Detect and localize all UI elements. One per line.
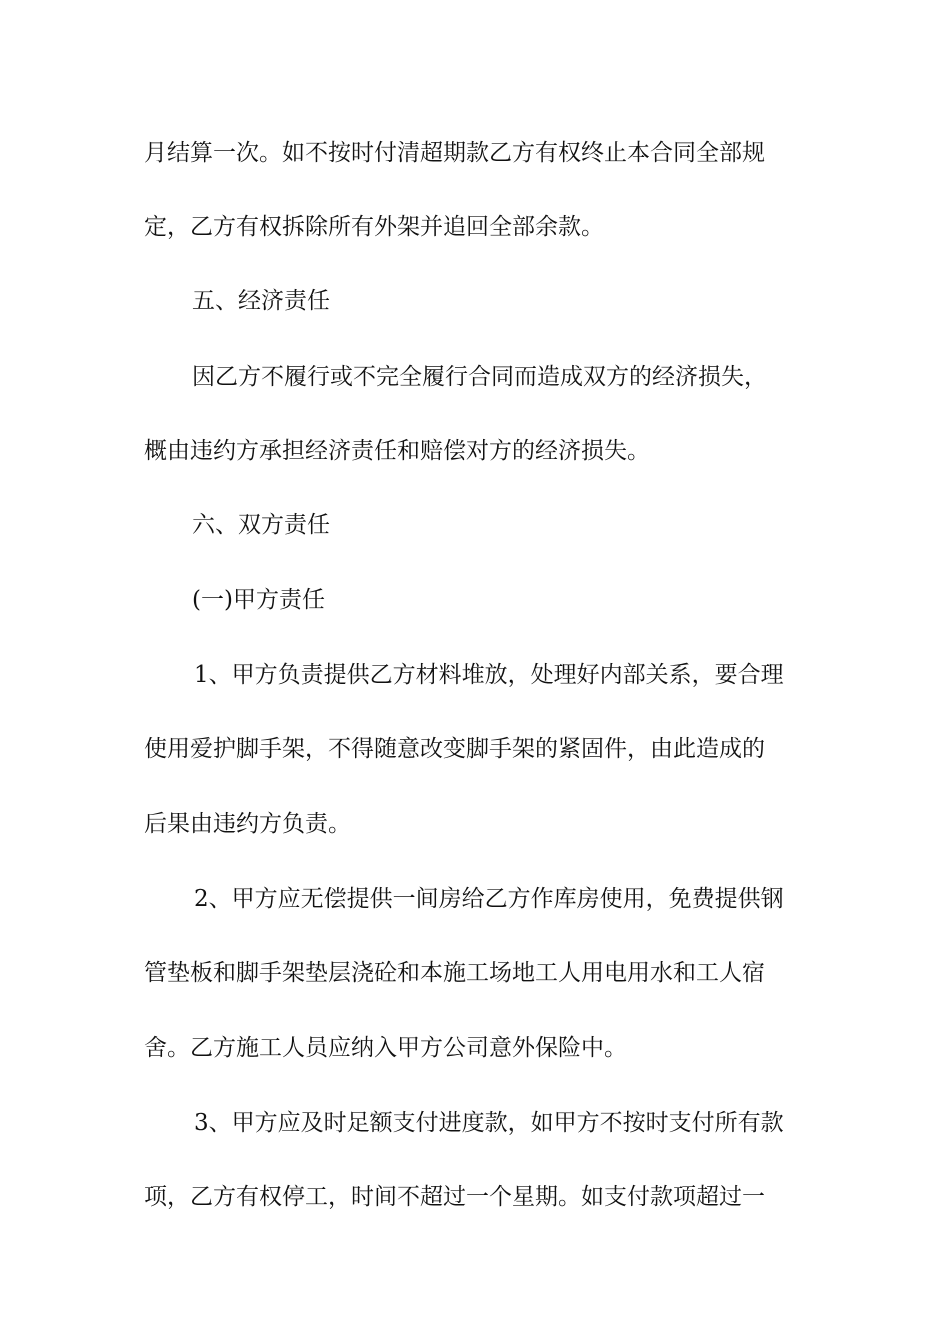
paragraph-line: 项，乙方有权停工，时间不超过一个星期。如支付款项超过一 [144,1184,765,1210]
paragraph-line: 后果由违约方负责。 [144,811,351,837]
subsection-heading-party-a: (一)甲方责任 [192,587,325,613]
paragraph-line: 1、甲方负责提供乙方材料堆放，处理好内部关系，要合理 [194,662,784,688]
paragraph-line: 2、甲方应无偿提供一间房给乙方作库房使用，免费提供钢 [194,886,784,912]
section-heading-both-parties-liability: 六、双方责任 [192,512,330,538]
section-heading-economic-liability: 五、经济责任 [192,288,330,314]
paragraph-line: 舍。乙方施工人员应纳入甲方公司意外保险中。 [144,1035,627,1061]
paragraph-line: 月结算一次。如不按时付清超期款乙方有权终止本合同全部规 [144,140,765,166]
paragraph-line: 管垫板和脚手架垫层浇砼和本施工场地工人用电用水和工人宿 [144,960,765,986]
paragraph-line: 3、甲方应及时足额支付进度款，如甲方不按时支付所有款 [194,1110,784,1136]
paragraph-line: 因乙方不履行或不完全履行合同而造成双方的经济损失， [192,364,767,390]
paragraph-line: 定，乙方有权拆除所有外架并追回全部余款。 [144,214,604,240]
paragraph-line: 使用爱护脚手架，不得随意改变脚手架的紧固件，由此造成的 [144,736,765,762]
paragraph-line: 概由违约方承担经济责任和赔偿对方的经济损失。 [144,438,650,464]
